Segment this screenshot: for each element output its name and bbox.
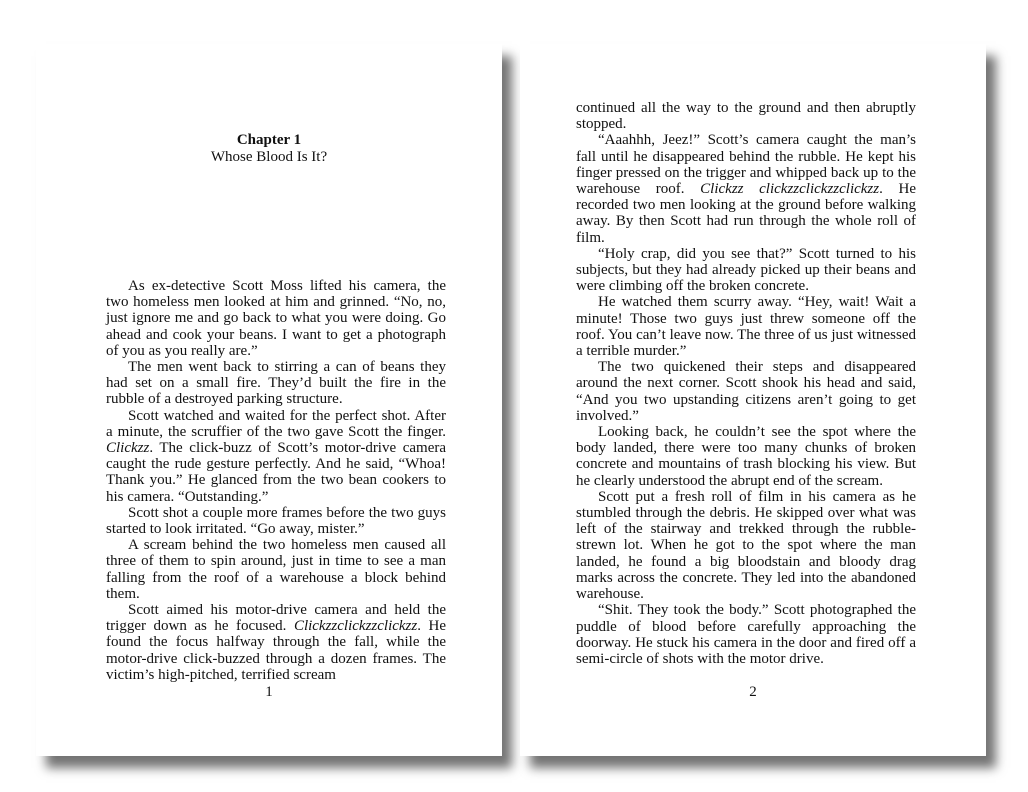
sound-effect-text: Clickzz	[106, 440, 150, 457]
page-number: 1	[265, 684, 273, 700]
paragraph	[576, 132, 916, 245]
paragraph-text: continued all the way to the ground and then abruptly stopped.	[576, 100, 916, 133]
paragraph	[576, 294, 916, 359]
chapter-heading	[36, 132, 502, 166]
paragraph-text: Looking back, he couldn’t see the spot where the body landed, there were too many chunks of broken concrete and mountains of trash blocking his view. But he clearly understood the abrupt end of the scream.	[576, 424, 916, 489]
paragraph-text: Scott aimed his motor-drive camera and held the trigger down as he focused.	[106, 602, 446, 635]
paragraph-text: “Aaahhh, Jeez!” Scott’s camera caught the man’s fall until he disappeared behind the rubble. He kept his finger pressed on the trigger and whipped back up to the warehouse roof.	[576, 132, 916, 198]
paragraph-text: Scott put a fresh roll of film in his camera as he stumbled through the debris. He skipped over what was left of the stairway and trekked through the rubble-strewn lot. When he got to the spot where the man landed, he found a big bloodstain and bloody drag marks across the concrete. They led into the abandoned warehouse.	[576, 488, 916, 603]
paragraph-text: The men went back to stirring a can of beans they had set on a small fire. They’d built the fire in the rubble of a destroyed parking structure.	[106, 359, 446, 408]
paragraph-text: The two quickened their steps and disappeared around the next corner. Scott shook his head and said, “And you two upstanding citizens aren’t going to get involved.”	[576, 359, 916, 424]
right-page-text	[576, 100, 916, 667]
chapter-title: Whose Blood Is It?	[210, 149, 328, 165]
paragraph	[106, 278, 446, 359]
paragraph-text: . The click-buzz of Scott’s motor-drive camera caught the rude gesture perfectly. And he said, “Whoa! Thank you.” He glanced from the two bean cookers to his camera. “Outstanding.”	[106, 440, 446, 505]
paragraph-text: . He recorded two men looking at the ground before walking away. By then Scott had run through the whole roll of film.	[576, 181, 916, 246]
paragraph	[106, 359, 446, 408]
paragraph	[576, 100, 916, 132]
paragraph-text: A scream behind the two homeless men caused all three of them to spin around, just in time to see a man falling from the roof of a warehouse a block behind them.	[106, 537, 446, 602]
paragraph	[576, 602, 916, 667]
paragraph-text: “Shit. They took the body.” Scott photographed the puddle of blood before carefully approaching the doorway. He stuck his camera in the door and fired off a semi-circle of shots with the motor drive.	[576, 602, 916, 667]
paragraph	[576, 424, 916, 489]
right-page	[520, 44, 986, 756]
paragraph-text: “Holy crap, did you see that?” Scott turned to his subjects, but they had already picked up their beans and were climbing off the broken concrete.	[576, 245, 916, 295]
paragraph	[576, 489, 916, 602]
paragraph-text: He watched them scurry away. “Hey, wait! Wait a minute! Those two guys just threw someone off the roof. You can’t leave now. The three of us just witnessed a terrible murder.”	[576, 294, 916, 360]
paragraph-text: As ex-detective Scott Moss lifted his camera, the two homeless men looked at him and grinned. “No, no, just ignore me and go back to what you were doing. Go ahead and cook your beans. I want to get a photograph of you as you really are.”	[106, 278, 446, 359]
sound-effect-text: Clickzzclickzzclickzz	[293, 618, 418, 635]
paragraph-text: Scott watched and waited for the perfect shot. After a minute, the scruffier of the two gave Scott the finger.	[106, 407, 446, 440]
paragraph-text: Scott shot a couple more frames before the two guys started to look irritated. “Go away, mister.”	[106, 504, 446, 538]
left-page-text	[106, 278, 446, 683]
chapter-number: Chapter 1	[236, 132, 302, 148]
sound-effect-text: Clickzz clickzzclickzzclickzz	[700, 181, 880, 198]
paragraph-text: . He found the focus halfway through the fall, while the motor-drive click-buzzed through a dozen frames. The victim’s high-pitched, terrified scream	[106, 618, 446, 683]
left-page	[36, 44, 502, 756]
paragraph	[106, 537, 446, 602]
paragraph	[576, 359, 916, 424]
paragraph	[576, 246, 916, 295]
page-number: 2	[749, 684, 757, 700]
paragraph	[106, 602, 446, 683]
paragraph	[106, 505, 446, 537]
paragraph	[106, 408, 446, 505]
